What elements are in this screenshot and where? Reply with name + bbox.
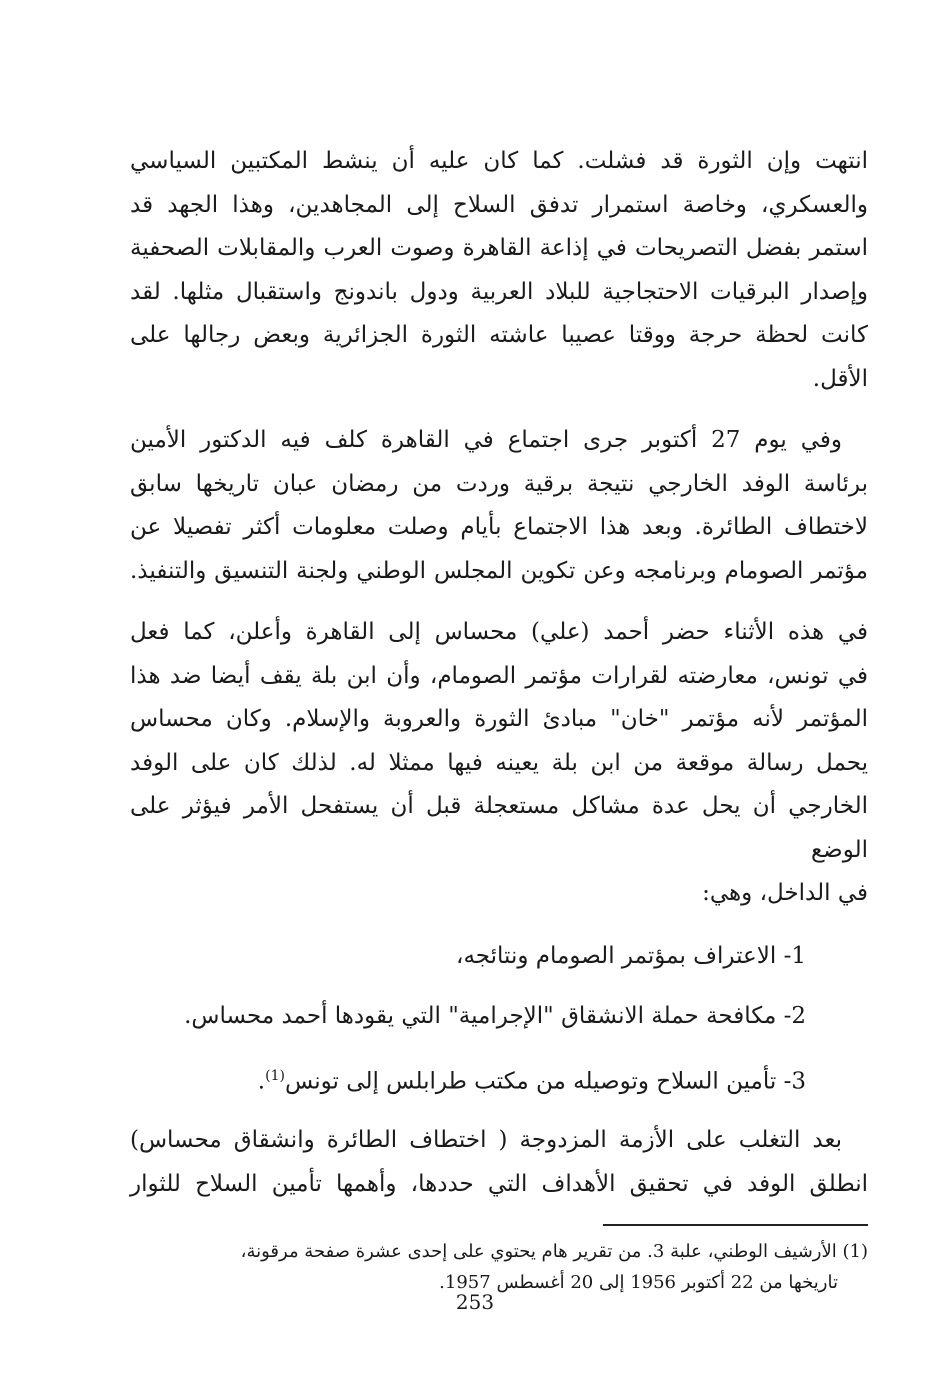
list-item [130, 1054, 806, 1104]
text-line: لاختطاف الطائرة. وبعد هذا الاجتماع بأيام وصلت معلومات أكثر تفصيلا عن [130, 514, 868, 540]
text-line: في تونس، معارضته لقرارات مؤتمر الصومام، وأن ابن بلة يقف أيضا ضد هذا [130, 662, 868, 689]
paragraph-1 [130, 140, 868, 401]
text-line: مؤتمر الصومام وبرنامجه وعن تكوين المجلس الوطني ولجنة التنسيق والتنفيذ. [130, 557, 868, 584]
text-line: في هذه الأثناء حضر أحمد (علي) محساس إلى القاهرة وأعلن، كما فعل [130, 619, 868, 645]
footnote-divider [603, 1224, 868, 1226]
list-item-text: 3- تأمين السلاح وتوصيله من مكتب طرابلس إلى تونس [284, 1068, 806, 1095]
text-line: في الداخل، وهي: [702, 880, 868, 906]
text-line: المؤتمر لأنه مؤتمر "خان" مبادئ الثورة والعروبة والإسلام. وكان محساس [130, 706, 868, 732]
text-line: والعسكري، وخاصة استمرار تدفق السلاح إلى المجاهدين، وهذا الجهد قد [130, 191, 868, 218]
paragraph-4 [130, 1119, 868, 1206]
list-item-end: . [257, 1068, 266, 1095]
page-number: 253 [455, 1290, 495, 1314]
list-item-text: 1- الاعتراف بمؤتمر الصومام ونتائجه، [456, 942, 806, 969]
text-line: استمر بفضل التصريحات في إذاعة القاهرة وصوت العرب والمقابلات الصحفية [130, 235, 868, 261]
numbered-list [130, 934, 868, 1104]
text-line: يحمل رسالة موقعة من ابن بلة يعينه فيها ممثلا له. لذلك كان على الوفد [130, 749, 868, 776]
text-line: برئاسة الوفد الخارجي نتيجة برقية وردت من رمضان عبان تاريخها سابق [130, 470, 868, 497]
footnote-line: (1) الأرشيف الوطني، علبة 3. من تقرير هام يحتوي على إحدى عشرة صفحة مرقونة، [240, 1241, 868, 1263]
list-item [130, 994, 806, 1038]
text-line: انتهت وإن الثورة قد فشلت. كما كان عليه أن ينشط المكتبين السياسي [130, 148, 868, 174]
text-line: كانت لحظة حرجة ووقتا عصيبا عاشته الثورة الجزائرية وبعض رجالها على [130, 322, 868, 348]
text-line: الأقل. [812, 365, 868, 392]
footnote-reference[interactable]: (1) [265, 1067, 285, 1084]
footnote-line: تاريخها من 22 أكتوبر 1956 إلى 20 أغسطس 1957. [439, 1272, 838, 1294]
list-item [130, 934, 806, 978]
text-line: وفي يوم 27 أكتوبر جرى اجتماع في القاهرة كلف فيه الدكتور الأمين [130, 427, 842, 453]
text-line: بعد التغلب على الأزمة المزدوجة ( اختطاف الطائرة وانشقاق محساس) [130, 1127, 842, 1154]
text-line: انطلق الوفد في تحقيق الأهداف التي حددها، وأهمها تأمين السلاح للثوار [130, 1170, 868, 1197]
text-line: وإصدار البرقيات الاحتجاجية للبلاد العربية ودول باندونج واستقبال مثلها. لقد [130, 278, 868, 305]
list-item-text: 2- مكافحة حملة الانشقاق "الإجرامية" التي يقودها أحمد محساس. [184, 1002, 806, 1029]
footnote [130, 1236, 868, 1298]
text-line: الخارجي أن يحل عدة مشاكل مستعجلة قبل أن يستفحل الأمر فيؤثر على الوضع [130, 793, 868, 863]
paragraph-3 [130, 611, 868, 916]
paragraph-2 [130, 419, 868, 593]
